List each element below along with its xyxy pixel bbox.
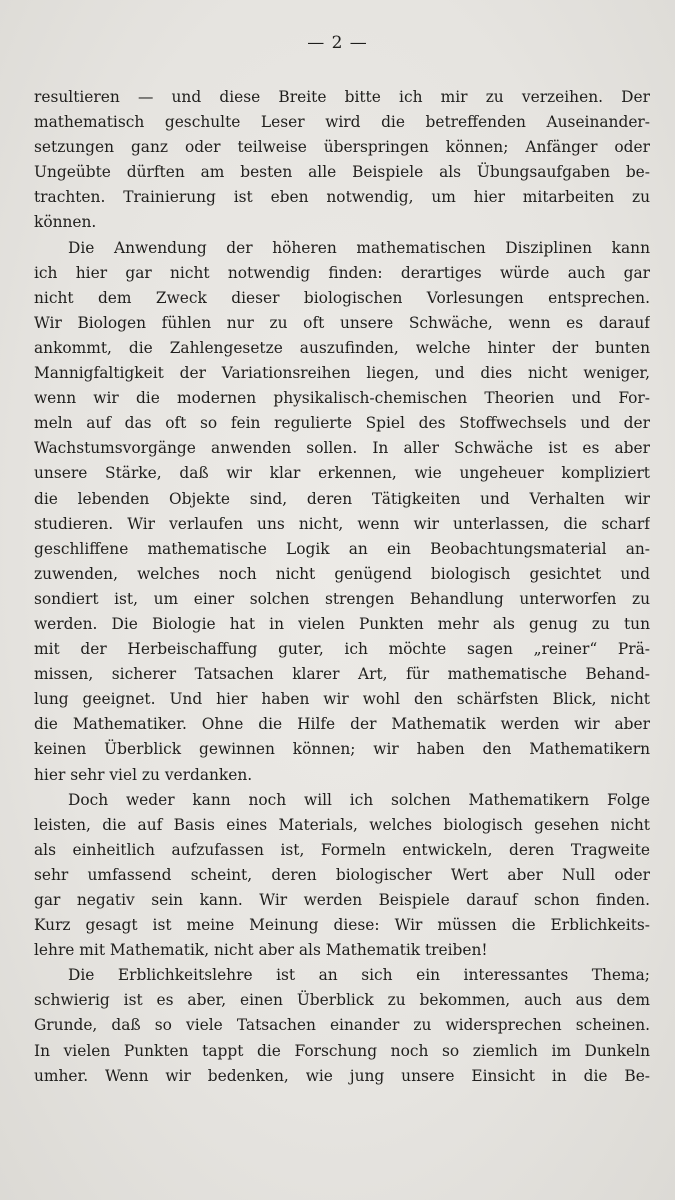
text-line: mathematisch geschulte Leser wird die betreffenden Auseinander-: [34, 113, 650, 132]
text-line: Kurz gesagt ist meine Meinung diese: Wir müssen die Erblichkeits-: [34, 916, 650, 935]
text-line: schwierig ist es aber, einen Überblick zu bekommen, auch aus dem: [34, 991, 650, 1010]
text-line: Wachstumsvorgänge anwenden sollen. In aller Schwäche ist es aber: [34, 439, 650, 458]
text-line: gar negativ sein kann. Wir werden Beispiele darauf schon finden.: [34, 891, 650, 909]
text-line: geschliffene mathematische Logik an ein Beobachtungsmaterial an-: [34, 539, 650, 558]
text-line: lehre mit Mathematik, nicht aber als Mathematik treiben!: [34, 941, 488, 960]
text-line: In vielen Punkten tappt die Forschung noch so ziemlich im Dunkeln: [34, 1041, 650, 1060]
text-line: Die Anwendung der höheren mathematischen Disziplinen kann: [68, 238, 650, 257]
text-line: sehr umfassend scheint, deren biologischer Wert aber Null oder: [34, 865, 650, 884]
paragraph: [34, 788, 650, 964]
text-line: Die Erblichkeitslehre ist an sich ein interessantes Thema;: [68, 966, 650, 985]
text-line: umher. Wenn wir bedenken, wie jung unsere Einsicht in die Be-: [34, 1066, 650, 1085]
text-line: sondiert ist, um einer solchen strengen Behandlung unterworfen zu: [34, 589, 650, 608]
text-line: unsere Stärke, daß wir klar erkennen, wie ungeheuer kompliziert: [34, 464, 650, 483]
text-line: leisten, die auf Basis eines Materials, welches biologisch gesehen nicht: [34, 815, 650, 834]
text-line: Mannigfaltigkeit der Variationsreihen liegen, und dies nicht weniger,: [34, 364, 650, 383]
text-line: zuwenden, welches noch nicht genügend biologisch gesichtet und: [34, 564, 650, 583]
text-line: lung geeignet. Und hier haben wir wohl den schärfsten Blick, nicht: [34, 690, 650, 709]
text-line: meln auf das oft so fein regulierte Spiel des Stoffwechsels und der: [34, 414, 650, 433]
paragraph: [34, 85, 650, 236]
text-line: als einheitlich aufzufassen ist, Formeln entwickeln, deren Tragweite: [34, 840, 650, 859]
text-line: werden. Die Biologie hat in vielen Punkten mehr als genug zu tun: [34, 614, 650, 633]
text-line: ich hier gar nicht notwendig finden: derartiges würde auch gar: [34, 263, 650, 282]
paragraph: [34, 236, 650, 788]
text-line: studieren. Wir verlaufen uns nicht, wenn wir unterlassen, die scharf: [34, 514, 650, 533]
text-line: setzungen ganz oder teilweise überspringen können; Anfänger oder: [34, 138, 650, 157]
text-line: Doch weder kann noch will ich solchen Mathematikern Folge: [68, 790, 650, 809]
paragraph: [34, 963, 650, 1088]
text-line: nicht dem Zweck dieser biologischen Vorlesungen entsprechen.: [34, 288, 650, 307]
page-number: — 2 —: [307, 33, 368, 53]
text-line: wenn wir die modernen physikalisch-chemischen Theorien und For-: [34, 389, 650, 408]
text-line: trachten. Trainierung ist eben notwendig, um hier mitarbeiten zu: [34, 188, 650, 207]
text-line: mit der Herbeischaffung guter, ich möchte sagen „reiner“ Prä-: [34, 640, 650, 659]
text-line: die lebenden Objekte sind, deren Tätigkeiten und Verhalten wir: [34, 489, 650, 508]
text-line: können.: [34, 213, 97, 232]
text-line: keinen Überblick gewinnen können; wir haben den Mathematikern: [34, 740, 650, 759]
text-line: Wir Biologen fühlen nur zu oft unsere Schwäche, wenn es darauf: [34, 313, 650, 332]
text-line: Grunde, daß so viele Tatsachen einander zu widersprechen scheinen.: [34, 1016, 650, 1035]
body-text: [34, 85, 650, 1089]
text-line: resultieren — und diese Breite bitte ich mir zu verzeihen. Der: [34, 88, 650, 106]
text-line: hier sehr viel zu verdanken.: [34, 765, 253, 784]
text-line: Ungeübte dürften am besten alle Beispiele als Übungsaufgaben be-: [34, 163, 650, 182]
text-line: ankommt, die Zahlengesetze auszufinden, welche hinter der bunten: [34, 338, 650, 357]
text-line: missen, sicherer Tatsachen klarer Art, für mathematische Behand-: [34, 665, 650, 684]
text-line: die Mathematiker. Ohne die Hilfe der Mathematik werden wir aber: [34, 715, 650, 734]
